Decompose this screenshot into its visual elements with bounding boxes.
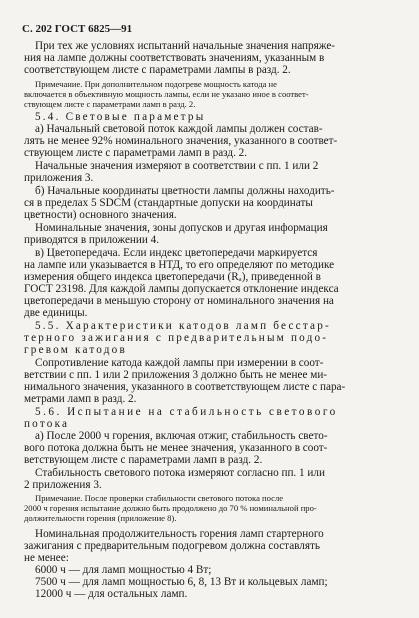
text-line: 2 приложения 3. [24, 479, 102, 491]
section-heading: терного зажигания с предварительным подо- [24, 332, 329, 344]
text-line: в) Цветопередача. Если индекс цветопередачи маркируется [35, 247, 318, 259]
text-line: Начальные значения измеряют в соответствии с пп. 1 или 2 [35, 160, 319, 172]
text-line: Сопротивление катода каждой лампы при измерении в соот- [35, 357, 324, 369]
text-line: на лампе или указывается в НТД, то его определяют по методике [24, 259, 335, 271]
text-line: 12000 ч — для остальных ламп. [35, 588, 188, 600]
note-line: ствующем листе с параметрами ламп в разд. 2. [24, 99, 196, 109]
section-heading: гревом катодов [24, 344, 127, 356]
section-heading: 5.4. Световые параметры [35, 111, 206, 123]
text-line: приводятся в приложении 4. [24, 234, 160, 246]
text-line: ния на лампе должны соответствовать значениям, указанным в [24, 52, 325, 64]
text-line: не менее: [24, 552, 69, 564]
text-line: б) Начальные координаты цветности лампы должны находить- [35, 185, 335, 197]
text-line: цветопередачи в меньшую сторону от номинального значения на [24, 295, 334, 307]
note-line: 2000 ч горения испытание должно быть продолжено до 70 % номинальной про- [24, 503, 317, 513]
text-line: лять не менее 92% номинального значения, указанного в соответ- [24, 135, 338, 147]
text-line: ствующем листе с параметрами ламп в разд. 2. [24, 147, 248, 159]
text-line: нимального значения, указанного в соответствующем листе с пара- [24, 381, 346, 393]
text-line: две единицы. [24, 307, 88, 319]
note-line: Примечание. После проверки стабильности светового потока после [35, 493, 284, 503]
text-line: приложения 3. [24, 172, 94, 184]
text-line: а) Начальный световой поток каждой лампы должен состав- [35, 123, 323, 135]
note-line: должительности горения (приложение 8). [24, 513, 177, 523]
text-line: ветствии с пп. 1 или 2 приложения 3 должно быть не менее ми- [24, 369, 328, 381]
section-heading: 5.6. Испытание на стабильность светового [35, 406, 338, 418]
note-line: включается в объективную мощность лампы, если не указано иное в соответ- [24, 89, 309, 99]
text-line: а) После 2000 ч горения, включая отжиг, стабильность свето- [35, 430, 328, 442]
text-line: ГОСТ 23198. Для каждой лампы допускается отклонение индекса [24, 283, 339, 295]
section-heading: потока [24, 418, 70, 430]
text-line: ся в пределах 5 SDCM (стандартные допуски на координаты [24, 197, 313, 209]
text-line: цветности) основного значения. [24, 209, 177, 221]
text-line: зажигания с предварительным подогревом должна составлять [24, 540, 321, 552]
page-header: С. 202 ГОСТ 6825—91 [22, 23, 133, 35]
note-line: Примечание. При дополнительном подогреве мощность катода не [35, 79, 277, 89]
text-line: вого потока должна быть не менее значения, указанного в соот- [24, 442, 328, 454]
text-line: метрами ламп в разд. 2. [24, 393, 137, 405]
text-line: Номинальная продолжительность горения ламп стартерного [35, 528, 324, 540]
section-heading: 5.5. Характеристики катодов ламп бесстар- [35, 320, 331, 332]
text-line: Номинальные значения, зоны допусков и другая информация [35, 222, 328, 234]
text-line: 7500 ч — для ламп мощностью 6, 8, 13 Вт и кольцевых ламп; [35, 576, 328, 588]
text-line: ветствующем листе с параметрами ламп в разд. 2. [24, 454, 263, 466]
text-line: измерения общего индекса цветопередачи (Rₐ), приведенной в [24, 271, 321, 283]
text-line: Стабильность светового потока измеряют согласно пп. 1 или [35, 467, 325, 479]
text-line: При тех же условиях испытаний начальные значения напряже- [35, 40, 336, 52]
text-line: соответствующем листе с параметрами лампы в разд. 2. [24, 64, 291, 76]
text-line: 6000 ч — для ламп мощностью 4 Вт; [35, 564, 212, 576]
